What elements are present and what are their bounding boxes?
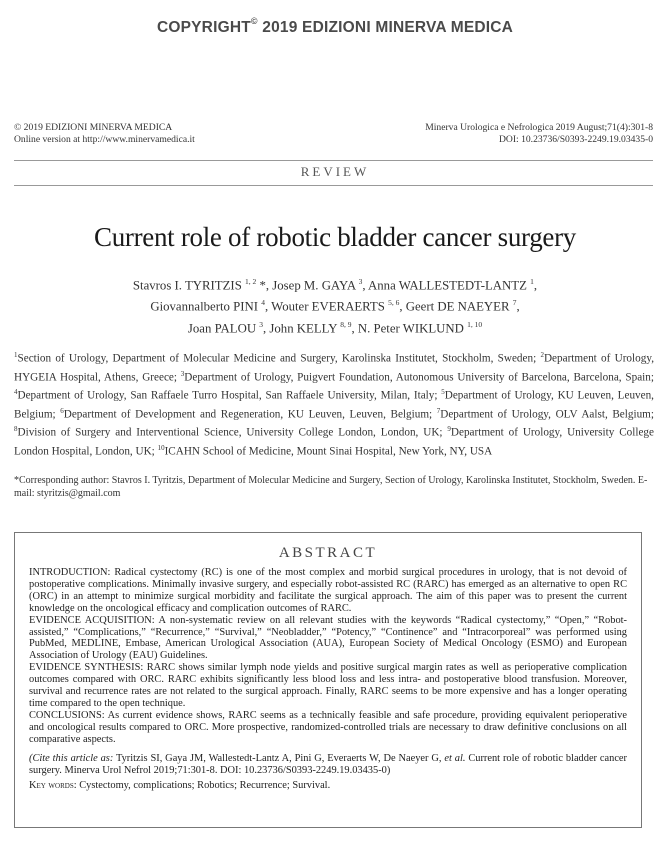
- abstract-evidence-synthesis: EVIDENCE SYNTHESIS: RARC shows similar lymph node yields and positive surgical margin rates as well as perioperative complication outcomes compared with ORC. RARC exhibits significantly less blood loss and less intra- and postoperative blood transfusion. Moreover, survival and recurrence rates are not related to the surgical approach. Finally, RARC seems to be more expensive and has a longer operating time compared to the open technique.: [29, 662, 627, 709]
- affil-text: Division of Surgery and Interventional Science, University College London, London, UK;: [17, 426, 448, 439]
- affil-text: ICAHN School of Medicine, Mount Sinai Hospital, New York, NY, USA: [164, 445, 493, 458]
- affil-text: Department of Urology, KU Leuven, Leuven, Belgium;: [14, 389, 654, 421]
- abstract-box: [14, 532, 642, 828]
- author: Geert DE NAEYER: [405, 299, 510, 314]
- author: Wouter EVERAERTS: [271, 299, 385, 314]
- affil-text: Department of Urology, OLV Aalst, Belgium;: [440, 408, 654, 421]
- doi: DOI: 10.23736/S0393-2249.19.03435-0: [498, 134, 653, 145]
- affil-number: 7: [436, 406, 441, 415]
- author-affil: 1: [530, 277, 534, 286]
- abstract-conclusions: CONCLUSIONS: As current evidence shows, RARC seems as a technically feasible and safe procedure, providing equivalent perioperative and oncological results compared to ORC. More prospective, randomized-controlled trials are necessary to draw definitive conclusions on all comparative aspects.: [29, 709, 627, 745]
- citation-rest: Current role of robotic bladder cancer surgery. Minerva Urol Nefrol 2019;71:301-8. DOI: 10.23736/S0393-2249.19.03435-0): [29, 752, 628, 776]
- journal-meta: [425, 122, 653, 146]
- author-affil: 7: [512, 298, 517, 308]
- abstract-body: [29, 567, 627, 792]
- author-affil: 8, 9: [340, 319, 352, 329]
- section-label: REVIEW: [300, 164, 370, 179]
- affil-text: Department of Urology, HYGEIA Hospital, Athens, Greece;: [14, 352, 654, 384]
- citation-etal: et al.: [444, 752, 466, 764]
- affil-number: 10: [157, 443, 165, 452]
- author-affil: 3: [358, 277, 363, 286]
- citation: [29, 753, 627, 777]
- citation-lead: (Cite this article as:: [29, 752, 114, 764]
- divider-bottom: [14, 185, 653, 186]
- keywords: [29, 780, 627, 792]
- article-title: Current role of robotic bladder cancer surgery: [94, 222, 576, 252]
- affil-number: 8: [14, 425, 18, 434]
- affil-number: 3: [180, 369, 185, 378]
- affil-text: Department of Urology, Puigvert Foundation, Autonomous University of Barcelona, Barcelona, Spain;: [184, 371, 654, 384]
- publisher-meta: [14, 122, 195, 146]
- copyright-symbol: ©: [250, 16, 258, 26]
- affiliations: [14, 348, 654, 459]
- corresponding-mark: *: [256, 278, 266, 293]
- keywords-label: Key words:: [29, 780, 77, 792]
- abstract-evidence-acquisition: EVIDENCE ACQUISITION: A non-systematic review on all relevant studies with the keywords “Radical cystectomy,” “Open,” “Robot-assisted,” “Complications,” “Recurrence,” “Survival,” “Neobladder,” “Potency,” “Continence” and “Intracorporeal” was performed using PubMed, MEDLINE, Embase, American Urological Association (AUA), European Society of Medical Oncology (ESMO) and European Association of Urology (EAU) Guidelines.: [29, 614, 627, 662]
- author-affil: 4: [261, 298, 265, 308]
- author: Josep M. GAYA: [272, 278, 356, 293]
- affil-number: 6: [60, 406, 64, 415]
- journal-citation: Minerva Urologica e Nefrologica 2019 August;71(4):301-8: [425, 122, 653, 133]
- author: Anna WALLESTEDT-LANTZ: [368, 278, 527, 293]
- affil-text: Department of Development and Regeneration, KU Leuven, Leuven, Belgium;: [63, 408, 437, 421]
- abstract-heading: ABSTRACT: [278, 545, 378, 561]
- author: Joan PALOU: [187, 320, 257, 335]
- copyright-word: COPYRIGHT: [156, 19, 251, 37]
- author-affil: 1, 10: [467, 319, 483, 329]
- abstract-introduction: INTRODUCTION: Radical cystectomy (RC) is one of the most complex and morbid surgical procedures in urology, that is not devoid of postoperative complications. Minimally invasive surgery, and especially robot-assisted RC (RARC) has emerged as an alternative to open RC (ORC) in an attempt to minimize surgical morbidity and facilitate the surgical approach. The aim of this paper was to present the current knowledge on the oncological efficacy and complication outcomes of RARC.: [29, 567, 627, 614]
- author: Stavros I. TYRITZIS: [132, 278, 242, 293]
- author: N. Peter WIKLUND: [357, 320, 464, 335]
- affil-number: 9: [447, 425, 451, 434]
- author: John KELLY: [269, 320, 337, 335]
- author-list: Stavros I. TYRITZIS $^{1, 2}$ *, Josep M. GAYA $^3$, Anna WALLESTEDT-LANTZ $^1$, Giovannalberto PINI $^4$, Wouter EVERAERTS $^{5, 6}$, Geert DE NAEYER $^7$, Joan PALOU $^3$, John KELLY $^{8, 9}$, N. Peter WIKLUND $^{1, 10}$: [132, 277, 538, 335]
- affil-text: Section of Urology, Department of Molecular Medicine and Surgery, Karolinska Institutet, Stockholm, Sweden;: [17, 352, 541, 365]
- affil-number: 4: [14, 388, 18, 397]
- author-affil: 1, 2: [245, 277, 257, 286]
- affil-number: 1: [14, 351, 18, 359]
- affil-text: Department of Urology, San Raffaele Turro Hospital, San Raffaele University, Milan, Italy;: [17, 389, 442, 402]
- author: Giovannalberto PINI: [150, 299, 259, 314]
- author-affil: 5, 6: [388, 298, 400, 308]
- publisher-copyright: © 2019 EDIZIONI MINERVA MEDICA: [14, 122, 173, 133]
- author-affil: 3: [259, 319, 264, 329]
- keywords-list: Cystectomy, complications; Robotics; Recurrence; Survival.: [76, 780, 331, 792]
- affil-number: 2: [540, 351, 544, 359]
- citation-authors: Tyritzis SI, Gaya JM, Wallestedt-Lantz A, Pini G, Everaerts W, De Naeyer G,: [113, 752, 445, 764]
- divider-top: [14, 160, 653, 161]
- affil-number: 5: [441, 388, 445, 397]
- copyright-banner: [0, 18, 670, 37]
- corresponding-author: *Corresponding author: Stavros I. Tyritzis, Department of Molecular Medicine and Surgery, Section of Urology, Karolinska Institutet, Stockholm, Sweden. E-mail: styritzis@gmail.com: [14, 475, 648, 499]
- online-version-link[interactable]: Online version at http://www.minervamedica.it: [14, 134, 195, 145]
- copyright-publisher: 2019 EDIZIONI MINERVA MEDICA: [262, 19, 514, 37]
- affil-text: Department of Urology, University College London Hospital, London, UK;: [14, 426, 654, 458]
